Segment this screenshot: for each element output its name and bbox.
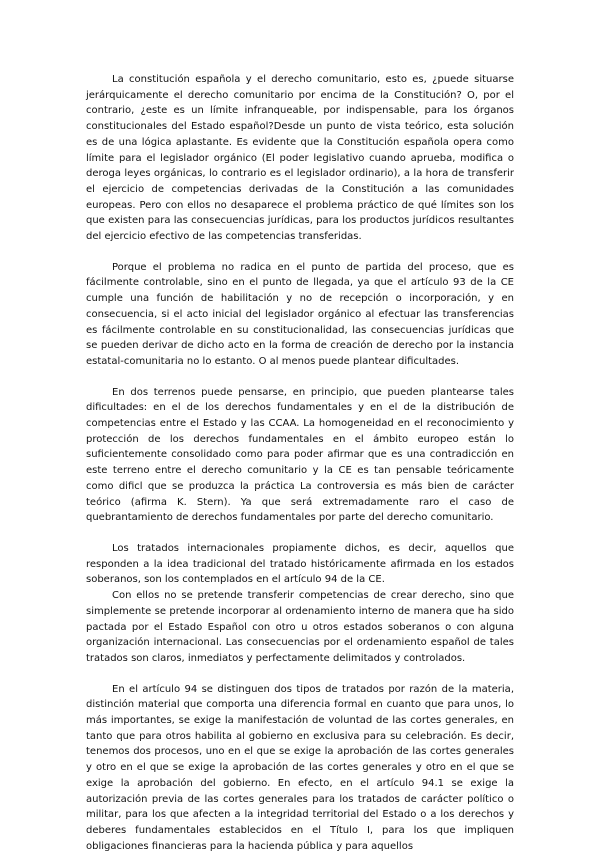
paragraph-tratados: Los tratados internacionales propiamente dichos, es decir, aquellos que responden a la idea tradicional del tratado históricamente afirmada en los estados soberanos, son los contemplados en el artículo 94 de la CE. xyxy=(86,542,514,586)
paragraph-terrenos: En dos terrenos puede pensarse, en principio, que pueden plantearse tales dificultades: en el de los derechos fundamentales y en el de la distribución de competencias entre el Estado y las CCAA. La homogeneidad en el reconocimiento y protección de los derechos fundamentales en el ámbito europeo están lo suficientemente consolidado como para poder afirmar que es una contradicción en este terreno entre el derecho comunitario y la CE es tan pensable teóricamente como dificl que se produzca la práctica La controversia es más bien de carácter teórico (afirma K. Stern). Ya que será extremadamente raro el caso de quebrantamiento de derechos fundamentales por parte del derecho comunitario. xyxy=(86,386,514,524)
paragraph-problema: Porque el problema no radica en el punto de partida del proceso, que es fácilmente controlable, sino en el punto de llegada, ya que el artículo 93 de la CE cumple una función de habilitación y no de recepción o incorporación, y en consecuencia, si el acto inicial del legislador orgánico al efectuar las transferencias es fácilmente controlable en su constitucionalidad, las consecuencias jurídicas que se pueden derivar de dicho acto en la forma de creación de derecho por la instancia estatal-comunitaria no lo estanto. O al menos puede plantear dificultades. xyxy=(86,261,514,367)
paragraph-constitucion: La constitución española y el derecho comunitario, esto es, ¿puede situarse jerárquicamente el derecho comunitario por encima de la Constitución? O, por el contrario, ¿este es un límite infranqueable, por indispensable, para los órganos constitucionales del Estado español?Desde un punto de vista teórico, esta solución es de una lógica aplastante. Es evidente que la Constitución española opera como límite para el legislador orgánico (El poder legislativo cuando aprueba, modifica o deroga leyes orgánicas, lo contrario es el legislador ordinario), a la hora de transferir el ejercicio de competencias derivadas de la Constitución a las comunidades europeas. Pero con ellos no desaparece el problema práctico de qué límites son los que existen para las consecuencias jurídicas, para los productos jurídicos resultantes del ejercicio efectivo de las competencias transferidas. xyxy=(86,74,514,243)
paragraph-articulo-94: En el artículo 94 se distinguen dos tipos de tratados por razón de la materia, distinción material que comporta una diferencia formal en cuanto que para unos, lo más importantes, se exige la manifestación de voluntad de las cortes generales, en tanto que para otros habilita al gobierno en exclusiva para su celebración. Es decir, tenemos dos procesos, uno en el que se exige la aprobación de las cortes generales y otro en el que se exige la aprobación de las cortes generales y otro en el que se exige la aprobación del gobierno. En efecto, en el artículo 94.1 se exige la autorización previa de las cortes generales para los tratados de carácter político o militar, para los que afecten a la integridad territorial del Estado o a los derechos y deberes fundamentales establecidos en el Título I, para los que impliquen obligaciones financieras para la hacienda pública y para aquellos xyxy=(86,683,514,852)
paragraph-competencias: Con ellos no se pretende transferir competencias de crear derecho, sino que simplemente se pretende incorporar al ordenamiento interno de manera que ha sido pactada por el Estado Español con otro u otros estados soberanos o con alguna organización internacional. Las consecuencias por el ordenamiento español de tales tratados son claros, inmediatos y perfectamente delimitados y controlados. xyxy=(86,590,514,664)
